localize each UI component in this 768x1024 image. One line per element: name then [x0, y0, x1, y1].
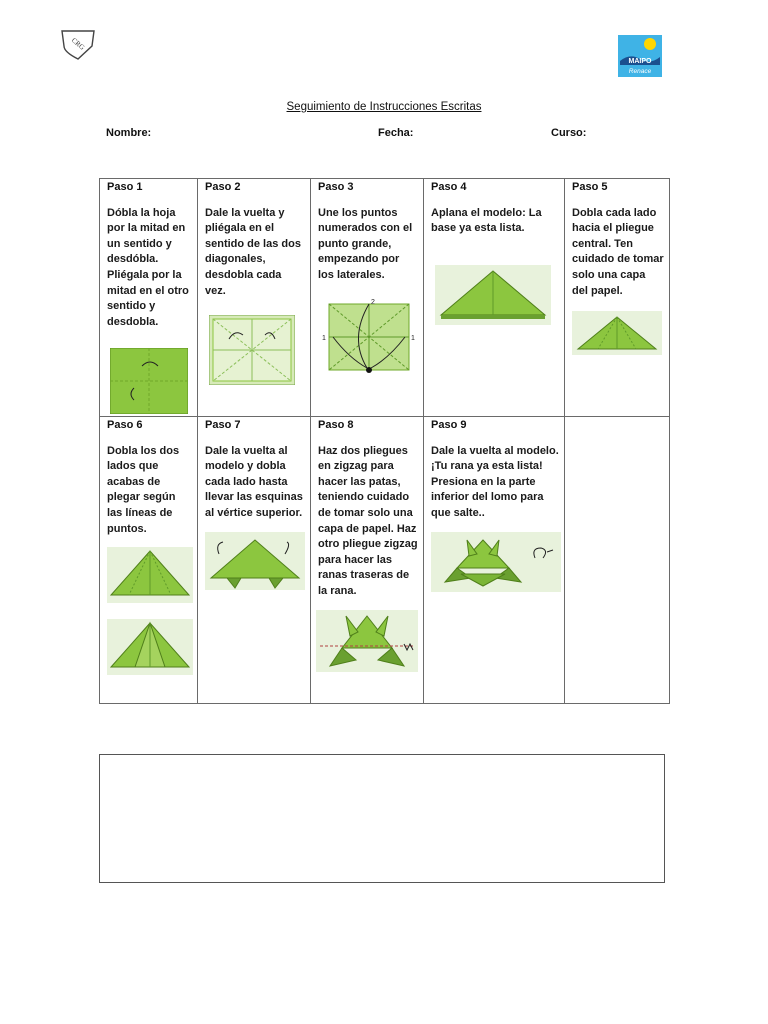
step-text: Dóbla la hoja por la mitad en un sentido y desdóbla. Pliégala por la mitad en el otro sentido y desdobla. — [107, 206, 189, 328]
step-title: Paso 1 — [107, 181, 143, 193]
step-title: Paso 7 — [205, 419, 241, 431]
point-label: 1 — [411, 334, 415, 342]
step-cell-7 — [198, 417, 311, 704]
step-cell-9 — [424, 417, 565, 704]
step-text: Dale la vuelta al modelo y dobla cada lado hasta llevar las esquinas al vértice superior. — [205, 444, 303, 519]
step-text: Une los puntos numerados con el punto grande, empezando por los laterales. — [318, 206, 413, 281]
step-cell-8 — [311, 417, 424, 704]
step-cell-6 — [100, 417, 198, 704]
notes-box[interactable] — [99, 754, 665, 883]
empty-cell — [565, 417, 670, 704]
logo-text: MAIPO — [628, 58, 652, 65]
step-cell-5 — [565, 179, 670, 417]
crest-letters: CRG — [69, 36, 87, 52]
page-title: Seguimiento de Instrucciones Escritas — [286, 101, 482, 113]
corners-up-icon — [205, 532, 305, 590]
step-text: Dobla los dos lados que acabas de plegar según las líneas de puntos. — [107, 444, 180, 535]
diagonal-fold-icon — [209, 315, 295, 385]
step-cell-4 — [424, 179, 565, 417]
folded-sides-icon — [107, 547, 193, 677]
step-text: Dobla cada lado hacia el pliegue central. Ten cuidado de tomar solo una capa del papel. — [572, 206, 664, 297]
step-title: Paso 2 — [205, 181, 241, 193]
triangle-base-icon — [435, 265, 551, 325]
step-title: Paso 9 — [431, 419, 467, 431]
point-label: 1 — [322, 334, 326, 342]
maipo-logo-icon — [618, 35, 662, 77]
name-label: Nombre: — [106, 127, 152, 139]
step-text: Dale la vuelta al modelo. ¡Tu rana ya esta lista! Presiona en la parte inferior del lomo para que salte.. — [431, 444, 559, 519]
numbered-points-diagram-icon — [319, 298, 415, 374]
point-label: 2 — [371, 298, 375, 306]
step-title: Paso 8 — [318, 419, 354, 431]
step-cell-3 — [311, 179, 424, 417]
step-title: Paso 6 — [107, 419, 143, 431]
date-label: Fecha: — [378, 127, 414, 139]
step-text: Haz dos pliegues en zigzag para hacer las patas, teniendo cuidado de tomar solo una capa de papel. Haz otro pliegue zigzag para hacer las ranas traseras de la rana. — [318, 444, 418, 597]
step-title: Paso 4 — [431, 181, 467, 193]
small-triangle-icon — [572, 311, 662, 355]
finished-frog-icon — [431, 532, 561, 592]
school-crest-icon — [58, 28, 98, 60]
step-text: Dale la vuelta y pliégala en el sentido de las dos diagonales, desdobla cada vez. — [205, 206, 301, 297]
step-cell-1 — [100, 179, 198, 417]
step-text: Aplana el modelo: La base ya esta lista. — [431, 206, 542, 235]
course-label: Curso: — [551, 127, 587, 139]
zigzag-legs-icon — [316, 610, 418, 672]
step-title: Paso 3 — [318, 181, 354, 193]
instructions-table — [99, 178, 670, 704]
green-square-icon — [110, 348, 188, 414]
step-cell-2 — [198, 179, 311, 417]
step-title: Paso 5 — [572, 181, 608, 193]
logo-subtext: Renace — [628, 68, 652, 75]
